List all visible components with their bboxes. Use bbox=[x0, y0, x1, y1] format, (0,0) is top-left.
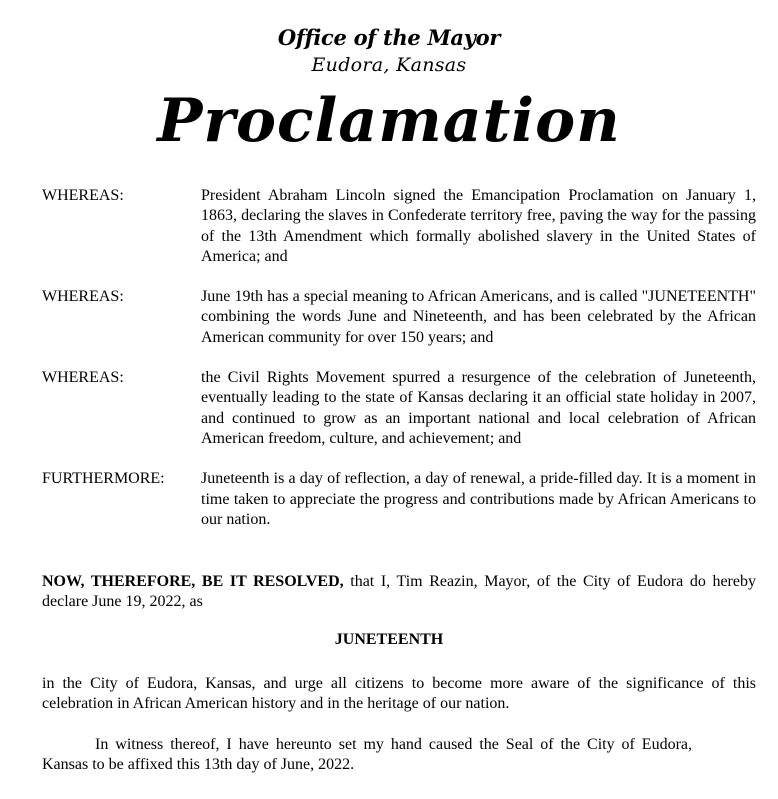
resolution-paragraph bbox=[42, 572, 756, 613]
document-title: Proclamation bbox=[157, 86, 621, 156]
witness-paragraph: In witness thereof, I have hereunto set my hand caused the Seal of the City of Eudora, Kansas to be affixed this 13th day of June, 2022. bbox=[42, 736, 692, 774]
clause-item bbox=[42, 287, 756, 348]
clause-item bbox=[42, 469, 756, 530]
location-heading: Eudora, Kansas bbox=[311, 54, 467, 76]
clause-label: WHEREAS: bbox=[42, 369, 124, 387]
clause-label: WHEREAS: bbox=[42, 288, 124, 306]
clause-text: June 19th has a special meaning to African Americans, and is called "JUNETEENTH" combining the words June and Nineteenth, and has been celebrated by the African American community for over 150 years; and bbox=[201, 288, 756, 346]
declared-day-heading: JUNETEENTH bbox=[334, 631, 444, 648]
clause-text: President Abraham Lincoln signed the Emancipation Proclamation on January 1, 1863, declaring the slaves in Confederate territory free, paving the way for the passing of the 13th Amendment which formally abolished slavery in the United States of America; and bbox=[201, 187, 756, 265]
urge-paragraph: in the City of Eudora, Kansas, and urge all citizens to become more aware of the significance of this celebration in African American history and in the heritage of our nation. bbox=[42, 675, 756, 713]
clause-label: FURTHERMORE: bbox=[42, 470, 165, 488]
clause-item bbox=[42, 368, 756, 449]
clause-list bbox=[42, 186, 756, 550]
resolution-text: that I, Tim Reazin, Mayor, of the City of Eudora do hereby declare June 19, 2022, as bbox=[42, 573, 756, 611]
clause-label: WHEREAS: bbox=[42, 187, 124, 204]
clause-text: Juneteenth is a day of reflection, a day of renewal, a pride-filled day. It is a moment in time taken to appreciate the progress and contributions made by African Americans to our nation. bbox=[201, 470, 756, 528]
office-heading: Office of the Mayor bbox=[277, 25, 501, 50]
clause-item bbox=[42, 186, 756, 267]
clause-text: the Civil Rights Movement spurred a resurgence of the celebration of Juneteenth, eventually leading to the state of Kansas declaring it an official state holiday in 2007, and continued to grow as an important national and local celebration of African American freedom, culture, and achievement; and bbox=[201, 369, 756, 447]
resolution-lead: NOW, THEREFORE, BE IT RESOLVED, bbox=[42, 573, 344, 590]
